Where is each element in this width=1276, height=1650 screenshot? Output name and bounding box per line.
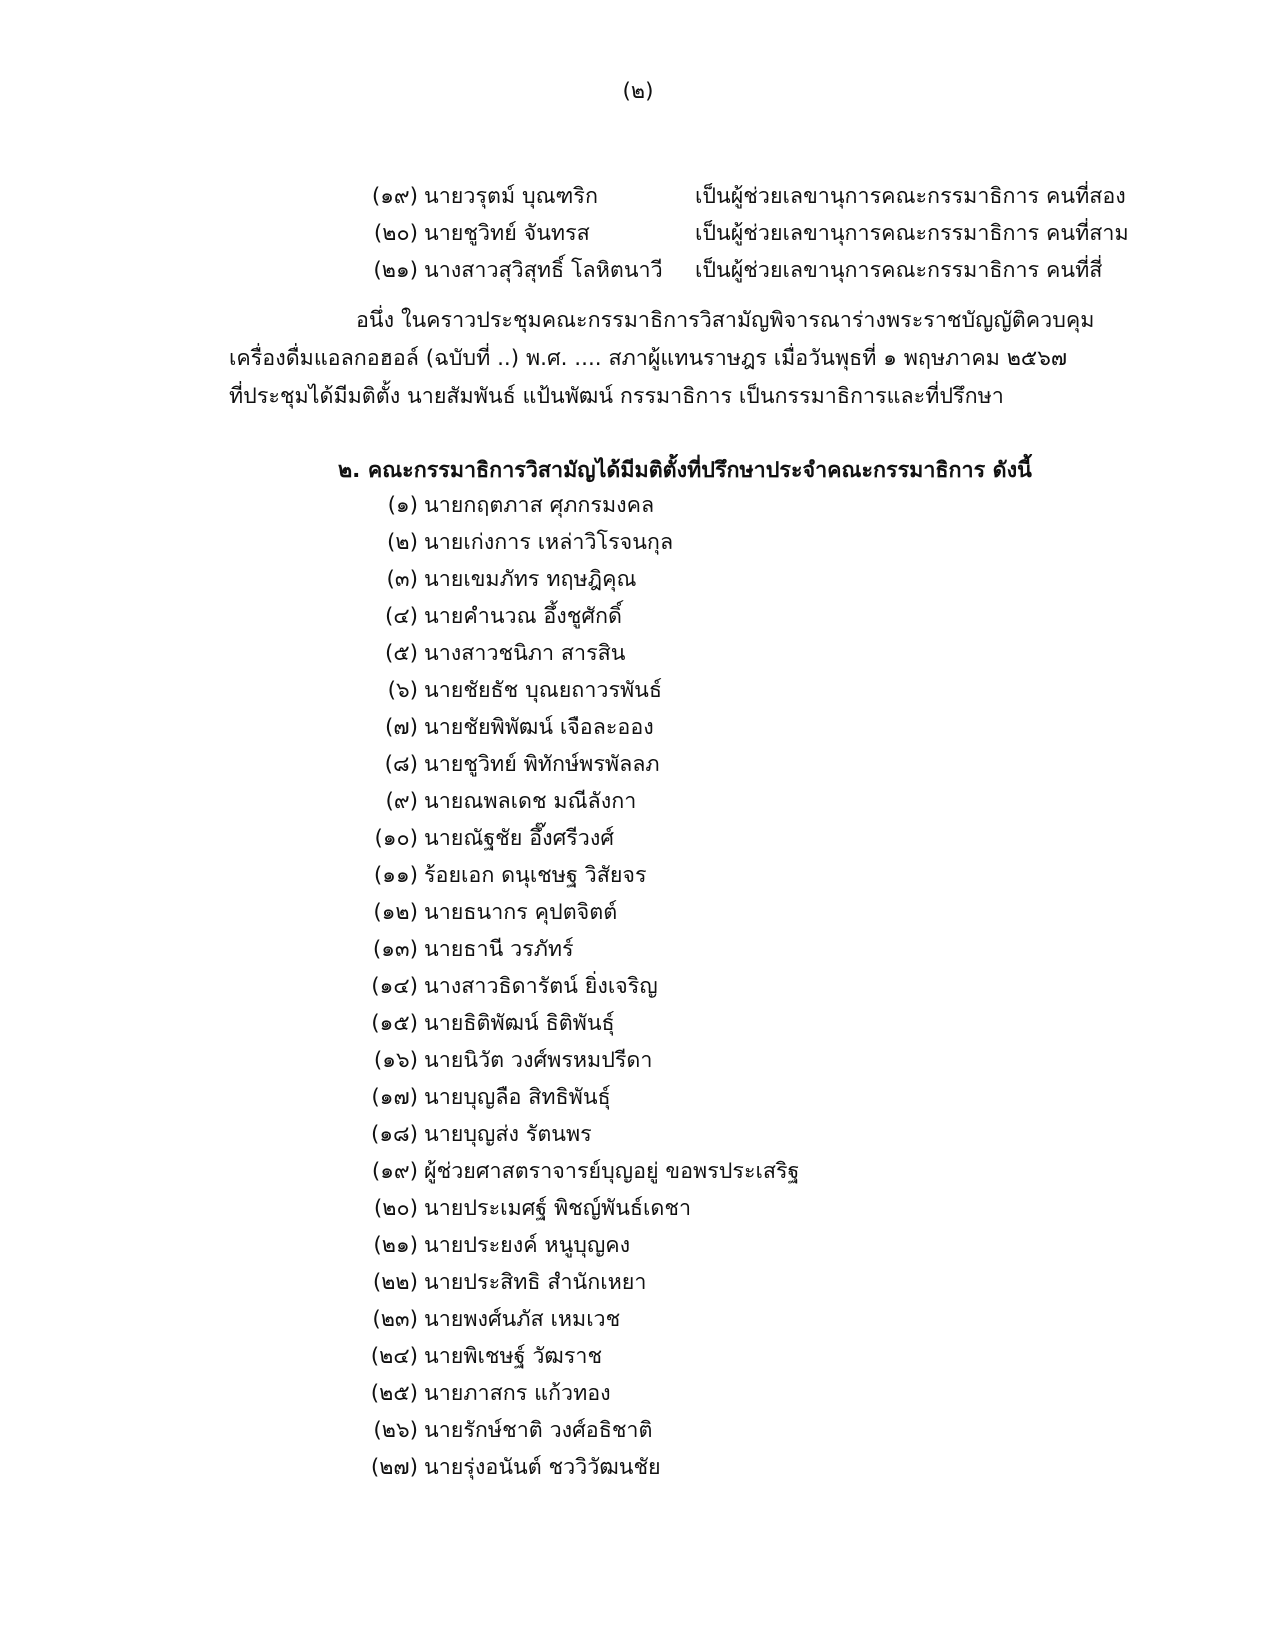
advisor-row [364, 746, 924, 783]
note-line: เครื่องดื่มแอลกอฮอล์ (ฉบับที่ ..) พ.ศ. .... สภาผู้แทนราษฎร เมื่อวันพุธที่ ๑ พฤษภาคม ๒๕๖๗ [229, 346, 1068, 371]
advisor-name: นายพิเชษฐ์ วัฒราช [424, 1344, 603, 1369]
advisor-number: (๒๗) [370, 1455, 418, 1480]
advisor-number: (๑๐) [374, 826, 418, 851]
note-line: ที่ประชุมได้มีมติตั้ง นายสัมพันธ์ แป้นพัฒน์ กรรมาธิการ เป็นกรรมาธิการและที่ปรึกษา [229, 384, 1004, 409]
advisor-row [364, 820, 924, 857]
secretary-role: เป็นผู้ช่วยเลขานุการคณะกรรมาธิการ คนที่สอง [695, 184, 1126, 209]
advisor-name: ผู้ช่วยศาสตราจารย์บุญอยู่ ขอพรประเสริฐ [424, 1159, 800, 1184]
advisor-row [364, 635, 924, 672]
advisor-number: (๒๐) [373, 1196, 418, 1221]
advisor-number: (๒๕) [370, 1381, 418, 1406]
advisor-number: (๑๒) [373, 900, 418, 925]
note-line: อนึ่ง ในคราวประชุมคณะกรรมาธิการวิสามัญพิจารณาร่างพระราชบัญญัติควบคุม [356, 308, 1095, 333]
advisor-number: (๒๔) [370, 1344, 418, 1369]
advisor-row [364, 1338, 924, 1375]
advisor-name: นายกฤตภาส ศุภกรมงคล [424, 493, 655, 518]
advisor-row [364, 1264, 924, 1301]
advisor-number: (๑) [387, 493, 418, 518]
advisor-name: นายชัยธัช บุณยถาวรพันธ์ [424, 678, 663, 703]
advisor-row [364, 561, 924, 598]
secretary-role: เป็นผู้ช่วยเลขานุการคณะกรรมาธิการ คนที่สาม [695, 221, 1129, 246]
advisor-number: (๙) [385, 789, 418, 814]
advisor-number: (๑๖) [373, 1048, 418, 1073]
advisor-number: (๑๕) [371, 1011, 418, 1036]
secretary-name: นายวรุตม์ บุณฑริก [424, 184, 598, 209]
advisor-name: นายรักษ์ชาติ วงศ์อธิชาติ [424, 1418, 653, 1443]
advisor-row [364, 1449, 924, 1486]
advisor-row [364, 894, 924, 931]
advisor-number: (๒) [387, 530, 418, 555]
secretary-name: นายชูวิทย์ จันทรส [424, 221, 590, 246]
secretary-list [364, 178, 1129, 289]
advisor-row [364, 598, 924, 635]
advisor-number: (๑๗) [371, 1085, 418, 1110]
advisor-name: นายคำนวณ อึ้งชูศักดิ์ [424, 604, 623, 629]
advisor-row [364, 1042, 924, 1079]
advisor-row [364, 524, 924, 561]
advisor-number: (๑๑) [373, 863, 418, 888]
section-heading: ๒. คณะกรรมาธิการวิสามัญได้มีมติตั้งที่ปรึกษาประจำคณะกรรมาธิการ ดังนี้ [338, 458, 1032, 483]
advisor-row [364, 1301, 924, 1338]
advisor-name: นายชัยพิพัฒน์ เจือละออง [424, 715, 654, 740]
secretary-number: (๒๑) [373, 258, 418, 283]
advisor-number: (๒๒) [372, 1270, 418, 1295]
advisor-number: (๘) [384, 752, 418, 777]
advisor-name: นายธานี วรภัทร์ [424, 937, 574, 962]
secretary-number: (๒๐) [373, 221, 418, 246]
secretary-row [364, 178, 1126, 215]
secretary-role: เป็นผู้ช่วยเลขานุการคณะกรรมาธิการ คนที่สี่ [695, 258, 1103, 283]
advisor-row [364, 1005, 924, 1042]
advisor-name: นายรุ่งอนันต์ ชววิวัฒนชัย [424, 1455, 661, 1480]
advisor-number: (๒๖) [373, 1418, 418, 1443]
advisor-number: (๗) [385, 715, 418, 740]
advisor-row [364, 1190, 924, 1227]
advisor-name: นายพงศ์นภัส เหมเวช [424, 1307, 621, 1332]
advisor-row [364, 709, 924, 746]
advisor-name: นายเก่งการ เหล่าวิโรจนกุล [424, 530, 674, 555]
page-number: (๒) [622, 79, 654, 104]
advisor-number: (๒๓) [372, 1307, 418, 1332]
advisor-name: ร้อยเอก ดนุเชษฐ วิสัยจร [424, 863, 647, 888]
advisor-name: นายธิติพัฒน์ ธิติพันธุ์ [424, 1011, 615, 1036]
advisor-name: นายประยงค์ หนูบุญคง [424, 1233, 631, 1258]
advisor-row [364, 1116, 924, 1153]
advisor-number: (๓) [386, 567, 418, 592]
advisor-row [364, 1079, 924, 1116]
advisor-row [364, 1153, 924, 1190]
advisor-number: (๑๔) [371, 974, 418, 999]
advisor-name: นายธนากร คุปตจิตต์ [424, 900, 618, 925]
advisor-row [364, 672, 924, 709]
advisor-name: นายณัฐชัย อึ๊งศรีวงศ์ [424, 826, 615, 851]
advisor-row [364, 783, 924, 820]
advisor-row [364, 931, 924, 968]
advisor-row [364, 1375, 924, 1412]
advisor-number: (๑๘) [370, 1122, 418, 1147]
advisor-row [364, 968, 924, 1005]
advisor-name: นายบุญส่ง รัตนพร [424, 1122, 592, 1147]
advisor-name: นายบุญลือ สิทธิพันธุ์ [424, 1085, 611, 1110]
advisor-name: นางสาวชนิภา สารสิน [424, 641, 626, 666]
advisor-name: นายเขมภัทร ทฤษฎิคุณ [424, 567, 637, 592]
advisor-name: นายประเมศฐ์ พิชญ์พันธ์เดชา [424, 1196, 692, 1221]
advisor-number: (๒๑) [373, 1233, 418, 1258]
advisor-name: นางสาวธิดารัตน์ ยิ่งเจริญ [424, 974, 658, 999]
advisor-row [364, 1227, 924, 1264]
advisor-name: นายนิวัต วงศ์พรหมปรีดา [424, 1048, 653, 1073]
advisor-name: นายภาสกร แก้วทอง [424, 1381, 611, 1406]
advisor-number: (๑๓) [372, 937, 418, 962]
advisor-row [364, 487, 924, 524]
advisor-number: (๕) [384, 641, 418, 666]
note-paragraph [229, 302, 1095, 416]
secretary-row [364, 252, 1104, 289]
secretary-name: นางสาวสุวิสุทธิ์ โลหิตนาวี [424, 258, 663, 283]
secretary-row [364, 215, 1129, 252]
advisor-number: (๑๙) [371, 1159, 418, 1184]
advisor-row [364, 1412, 924, 1449]
advisor-name: นายประสิทธิ สำนักเหยา [424, 1270, 647, 1295]
advisor-name: นายณพลเดช มณีลังกา [424, 789, 637, 814]
secretary-number: (๑๙) [371, 184, 418, 209]
advisor-number: (๔) [384, 604, 418, 629]
advisor-number: (๖) [387, 678, 418, 703]
advisor-row [364, 857, 924, 894]
advisor-list [364, 487, 924, 1486]
advisor-name: นายชูวิทย์ พิทักษ์พรพัลลภ [424, 752, 660, 777]
